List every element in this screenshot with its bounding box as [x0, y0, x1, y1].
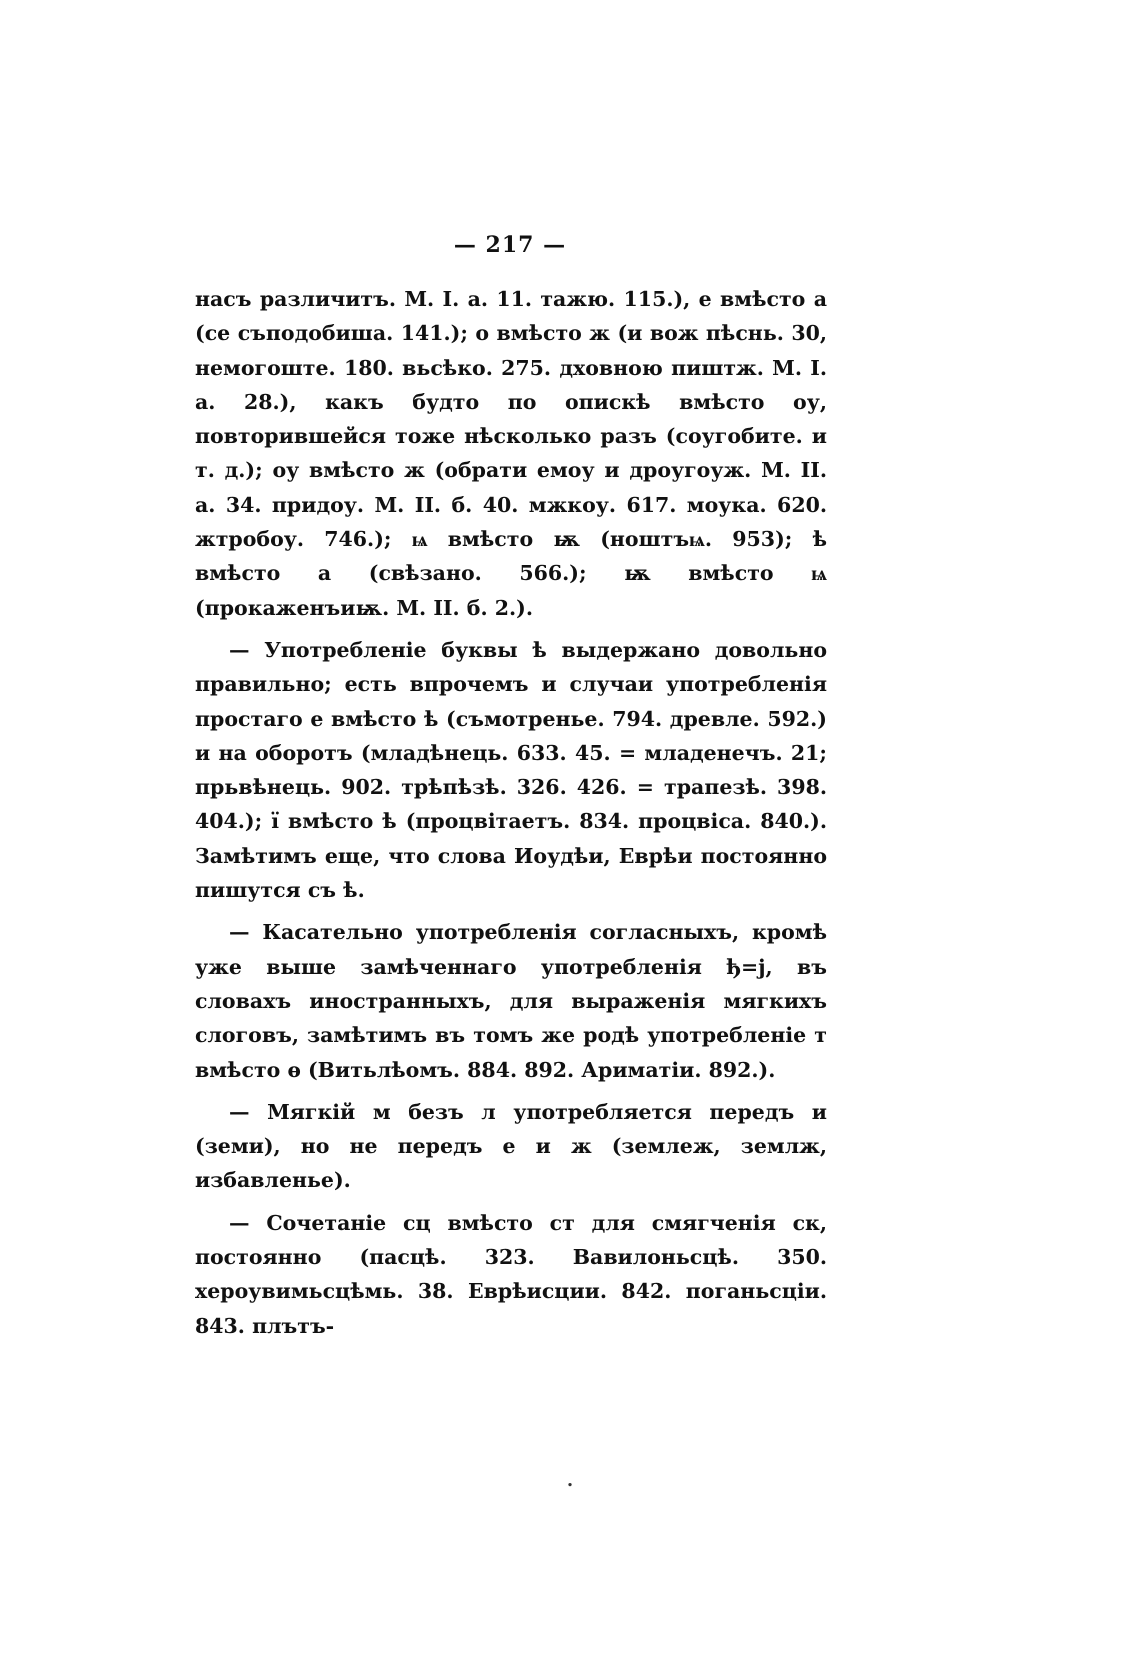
- paragraph: — Употребленіе буквы ѣ выдержано довольно правильно; есть впрочемъ и случаи употребленія простаго е вмѣсто ѣ (съмотренье. 794. древле. 592.) и на оборотъ (младѣнець. 633. 45. = младенечъ. 21; прьвѣнець. 902. трѣпѣзѣ. 326. 426. = трапезѣ. 398. 404.); ї вмѣсто ѣ (процвітаетъ. 834. процвіса. 840.). Замѣтимъ еще, что слова Иоудѣи, Еврѣи постоянно пишутся съ ѣ.: [195, 637, 827, 903]
- page-number: — 217 —: [453, 232, 567, 258]
- body-text: [195, 282, 827, 1351]
- paragraph: — Сочетаніе сц вмѣсто ст для смягченія ск, постоянно (пасцѣ. 323. Вавилоньсцѣ. 350. хероувимьсцѣмь. 38. Еврѣисции. 842. поганьсціи. 843. плътъ-: [195, 1210, 827, 1338]
- paragraph: — Мягкій м безъ л употребляется передъ и (земи), но не передъ е и ж (землеж, землж, избавленье).: [195, 1099, 827, 1193]
- paragraph: насъ различитъ. М. І. а. 11. тажю. 115.), е вмѣсто а (се съподобиша. 141.); о вмѣсто ж (и вож пѣснь. 30, немогоште. 180. вьсѣко. 275. дховною пиштж. М. І. а. 28.), какъ будто по опискѣ вмѣсто оу, повторившейся тоже нѣсколько разъ (соугобите. и т. д.); оу вмѣсто ж (обрати емоу и дроугоуж. М. ІІ. а. 34. придоу. М. ІІ. б. 40. мжкоу. 617. моука. 620. жтробоу. 746.); ѩ вмѣсто ѭ (ноштъѩ. 953); ѣ вмѣсто а (свѣзано. 566.); ѭ вмѣсто ѩ (прокаженъиѭ. М. ІІ. б. 2.).: [195, 287, 827, 620]
- footer-mark: .: [566, 1470, 574, 1491]
- paragraph: — Касательно употребленія согласныхъ, кромѣ уже выше замѣченнаго употребленія ђ=j, въ словахъ иностранныхъ, для выраженія мягкихъ слоговъ, замѣтимъ въ томъ же родѣ употребленіе т вмѣсто ѳ (Витьлѣомъ. 884. 892. Ариматіи. 892.).: [195, 920, 827, 1082]
